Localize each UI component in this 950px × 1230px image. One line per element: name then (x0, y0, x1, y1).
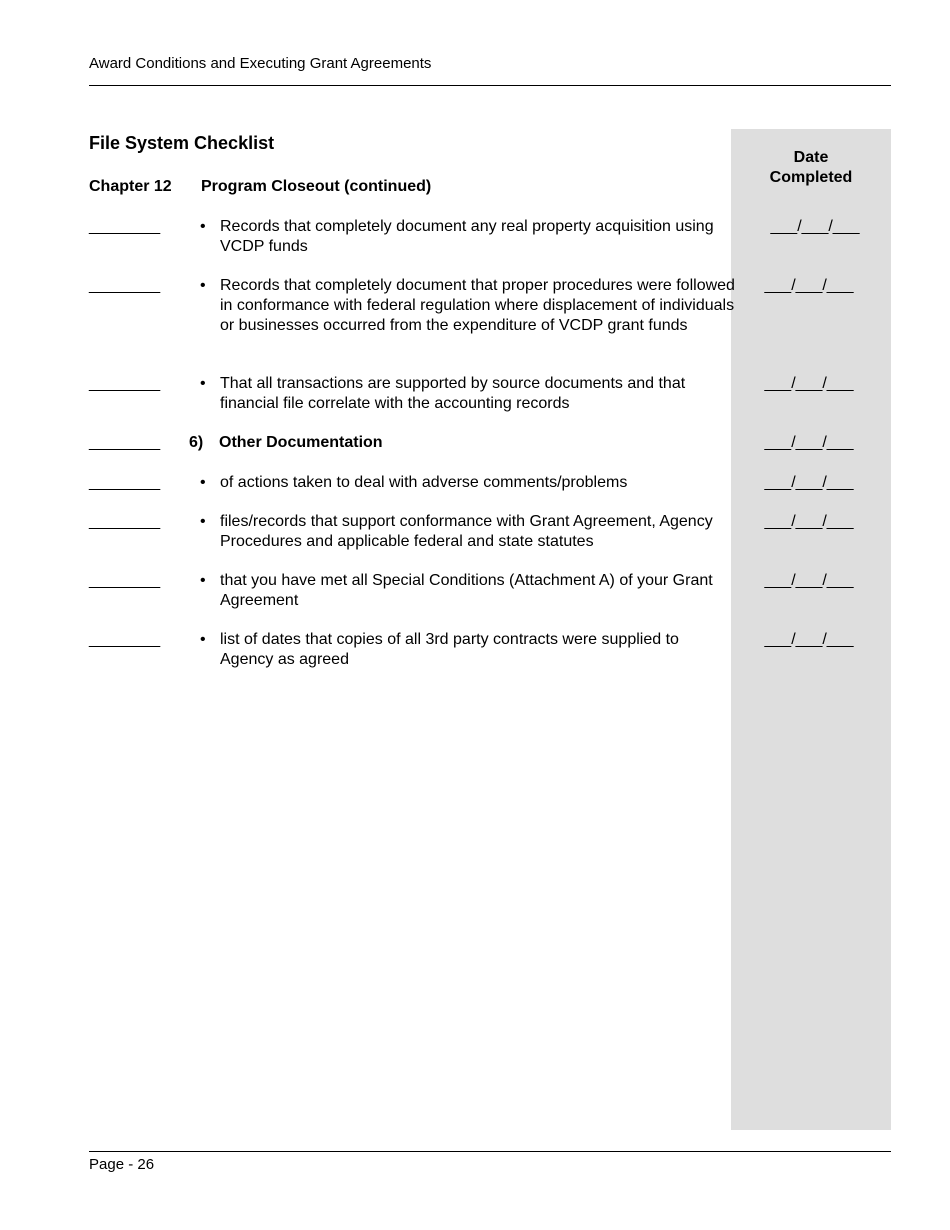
date-completed-blank[interactable]: ___/___/___ (770, 218, 860, 235)
date-column-header (731, 148, 891, 188)
bullet-marker: • (200, 513, 206, 530)
section-title: Other Documentation (219, 434, 383, 451)
bullet-marker: • (200, 474, 206, 491)
checklist-title: File System Checklist (89, 133, 275, 153)
initial-blank[interactable]: ________ (89, 434, 161, 451)
initial-blank[interactable]: ________ (89, 375, 161, 392)
initial-blank[interactable]: ________ (89, 218, 161, 235)
chapter-label: Chapter 12 (89, 178, 172, 195)
item-text: files/records that support conformance with Grant Agreement, Agency Procedures and applicable federal and state statutes (220, 513, 713, 550)
item-text: list of dates that copies of all 3rd party contracts were supplied to Agency as agreed (220, 631, 679, 668)
page-number: Page - 26 (89, 1156, 155, 1173)
section-number: 6) (189, 434, 204, 451)
bullet-marker: • (200, 572, 206, 589)
bullet-marker: • (200, 218, 206, 235)
initial-blank[interactable]: ________ (89, 631, 161, 648)
chapter-title: Program Closeout (continued) (201, 178, 432, 195)
date-completed-blank[interactable]: ___/___/___ (764, 631, 854, 648)
item-text: Records that completely document that proper procedures were followed in conformance with federal regulation where displacement of individuals or businesses occurred from the expenditure of VCDP grant funds (220, 277, 735, 334)
date-completed-blank[interactable]: ___/___/___ (764, 375, 854, 392)
initial-blank[interactable]: ________ (89, 277, 161, 294)
initial-blank[interactable]: ________ (89, 572, 161, 589)
bullet-marker: • (200, 631, 206, 648)
footer-rule (89, 1151, 891, 1152)
date-completed-blank[interactable]: ___/___/___ (764, 513, 854, 530)
date-completed-blank[interactable]: ___/___/___ (764, 277, 854, 294)
date-header-line2: Completed (769, 169, 853, 186)
item-text: Records that completely document any real property acquisition using VCDP funds (220, 218, 714, 255)
date-completed-blank[interactable]: ___/___/___ (764, 572, 854, 589)
item-text: That all transactions are supported by source documents and that financial file correlate with the accounting records (220, 375, 686, 412)
initial-blank[interactable]: ________ (89, 513, 161, 530)
date-header-line1: Date (793, 149, 829, 166)
initial-blank[interactable]: ________ (89, 474, 161, 491)
date-completed-blank[interactable]: ___/___/___ (764, 474, 854, 491)
item-text: that you have met all Special Conditions (Attachment A) of your Grant Agreement (220, 572, 713, 609)
header-rule (89, 85, 891, 86)
running-header: Award Conditions and Executing Grant Agreements (89, 55, 432, 72)
date-completed-blank[interactable]: ___/___/___ (764, 434, 854, 451)
bullet-marker: • (200, 375, 206, 392)
bullet-marker: • (200, 277, 206, 294)
item-text: of actions taken to deal with adverse comments/problems (220, 474, 628, 491)
